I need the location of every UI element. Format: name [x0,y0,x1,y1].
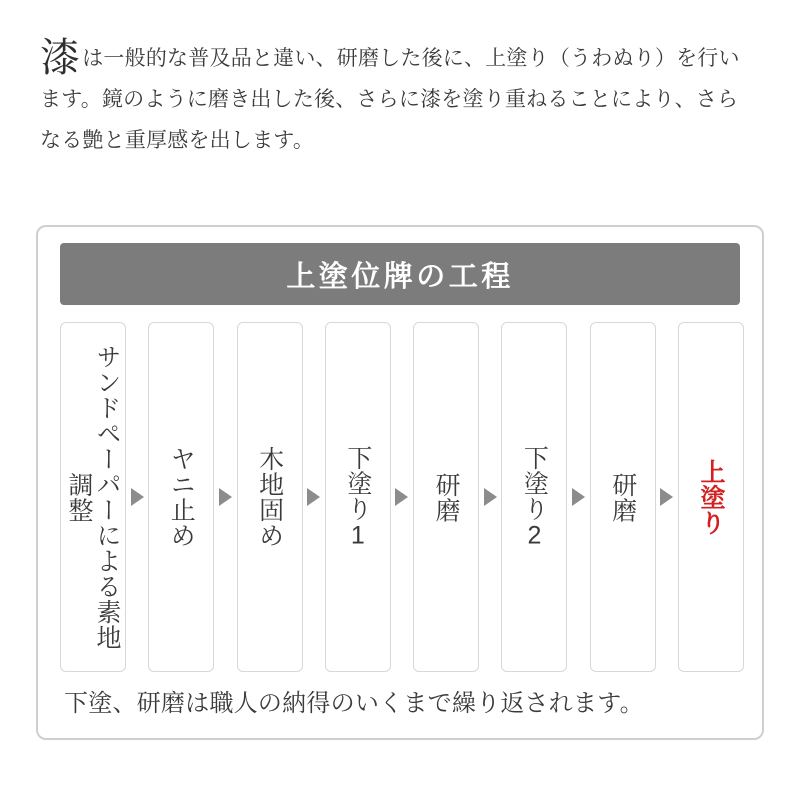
flow-arrow-icon [214,322,236,672]
process-diagram [36,225,764,740]
process-step-label: 下塗り2 [520,444,549,550]
process-step-label: ヤニ止め [167,446,196,548]
process-step [325,322,391,672]
arrow-right-icon [395,488,408,506]
process-step-label: 研磨 [608,471,637,523]
process-flow [60,322,744,672]
process-step-label: 上塗り [696,458,725,536]
process-step-label: 下塗り1 [343,444,372,550]
diagram-footnote: 下塗、研磨は職人の納得のいくまで繰り返されます。 [64,691,644,717]
process-step [501,322,567,672]
arrow-right-icon [572,488,585,506]
process-step [237,322,303,672]
diagram-title: 上塗位牌の工程 [60,243,740,305]
process-step [60,322,126,672]
process-step-label: 木地固め [255,446,284,548]
process-step [148,322,214,672]
arrow-right-icon [660,488,673,506]
intro-body: は一般的な普及品と違い、研磨した後に、上塗り（うわぬり）を行います。鏡のように磨き出した後、さらに漆を塗り重ねることにより、さらなる艶と重厚感を出します。 [40,46,740,152]
process-step-label: サンドペーパーによる素地調整 [65,344,121,650]
flow-arrow-icon [567,322,589,672]
process-step [413,322,479,672]
flow-arrow-icon [126,322,148,672]
flow-arrow-icon [656,322,678,672]
flow-arrow-icon [479,322,501,672]
intro-paragraph [36,35,764,161]
arrow-right-icon [131,488,144,506]
flow-arrow-icon [391,322,413,672]
process-step-final [678,322,744,672]
flow-arrow-icon [303,322,325,672]
drop-cap: 漆 [40,35,81,80]
arrow-right-icon [307,488,320,506]
arrow-right-icon [484,488,497,506]
process-step [590,322,656,672]
arrow-right-icon [219,488,232,506]
process-step-label: 研磨 [432,471,461,523]
